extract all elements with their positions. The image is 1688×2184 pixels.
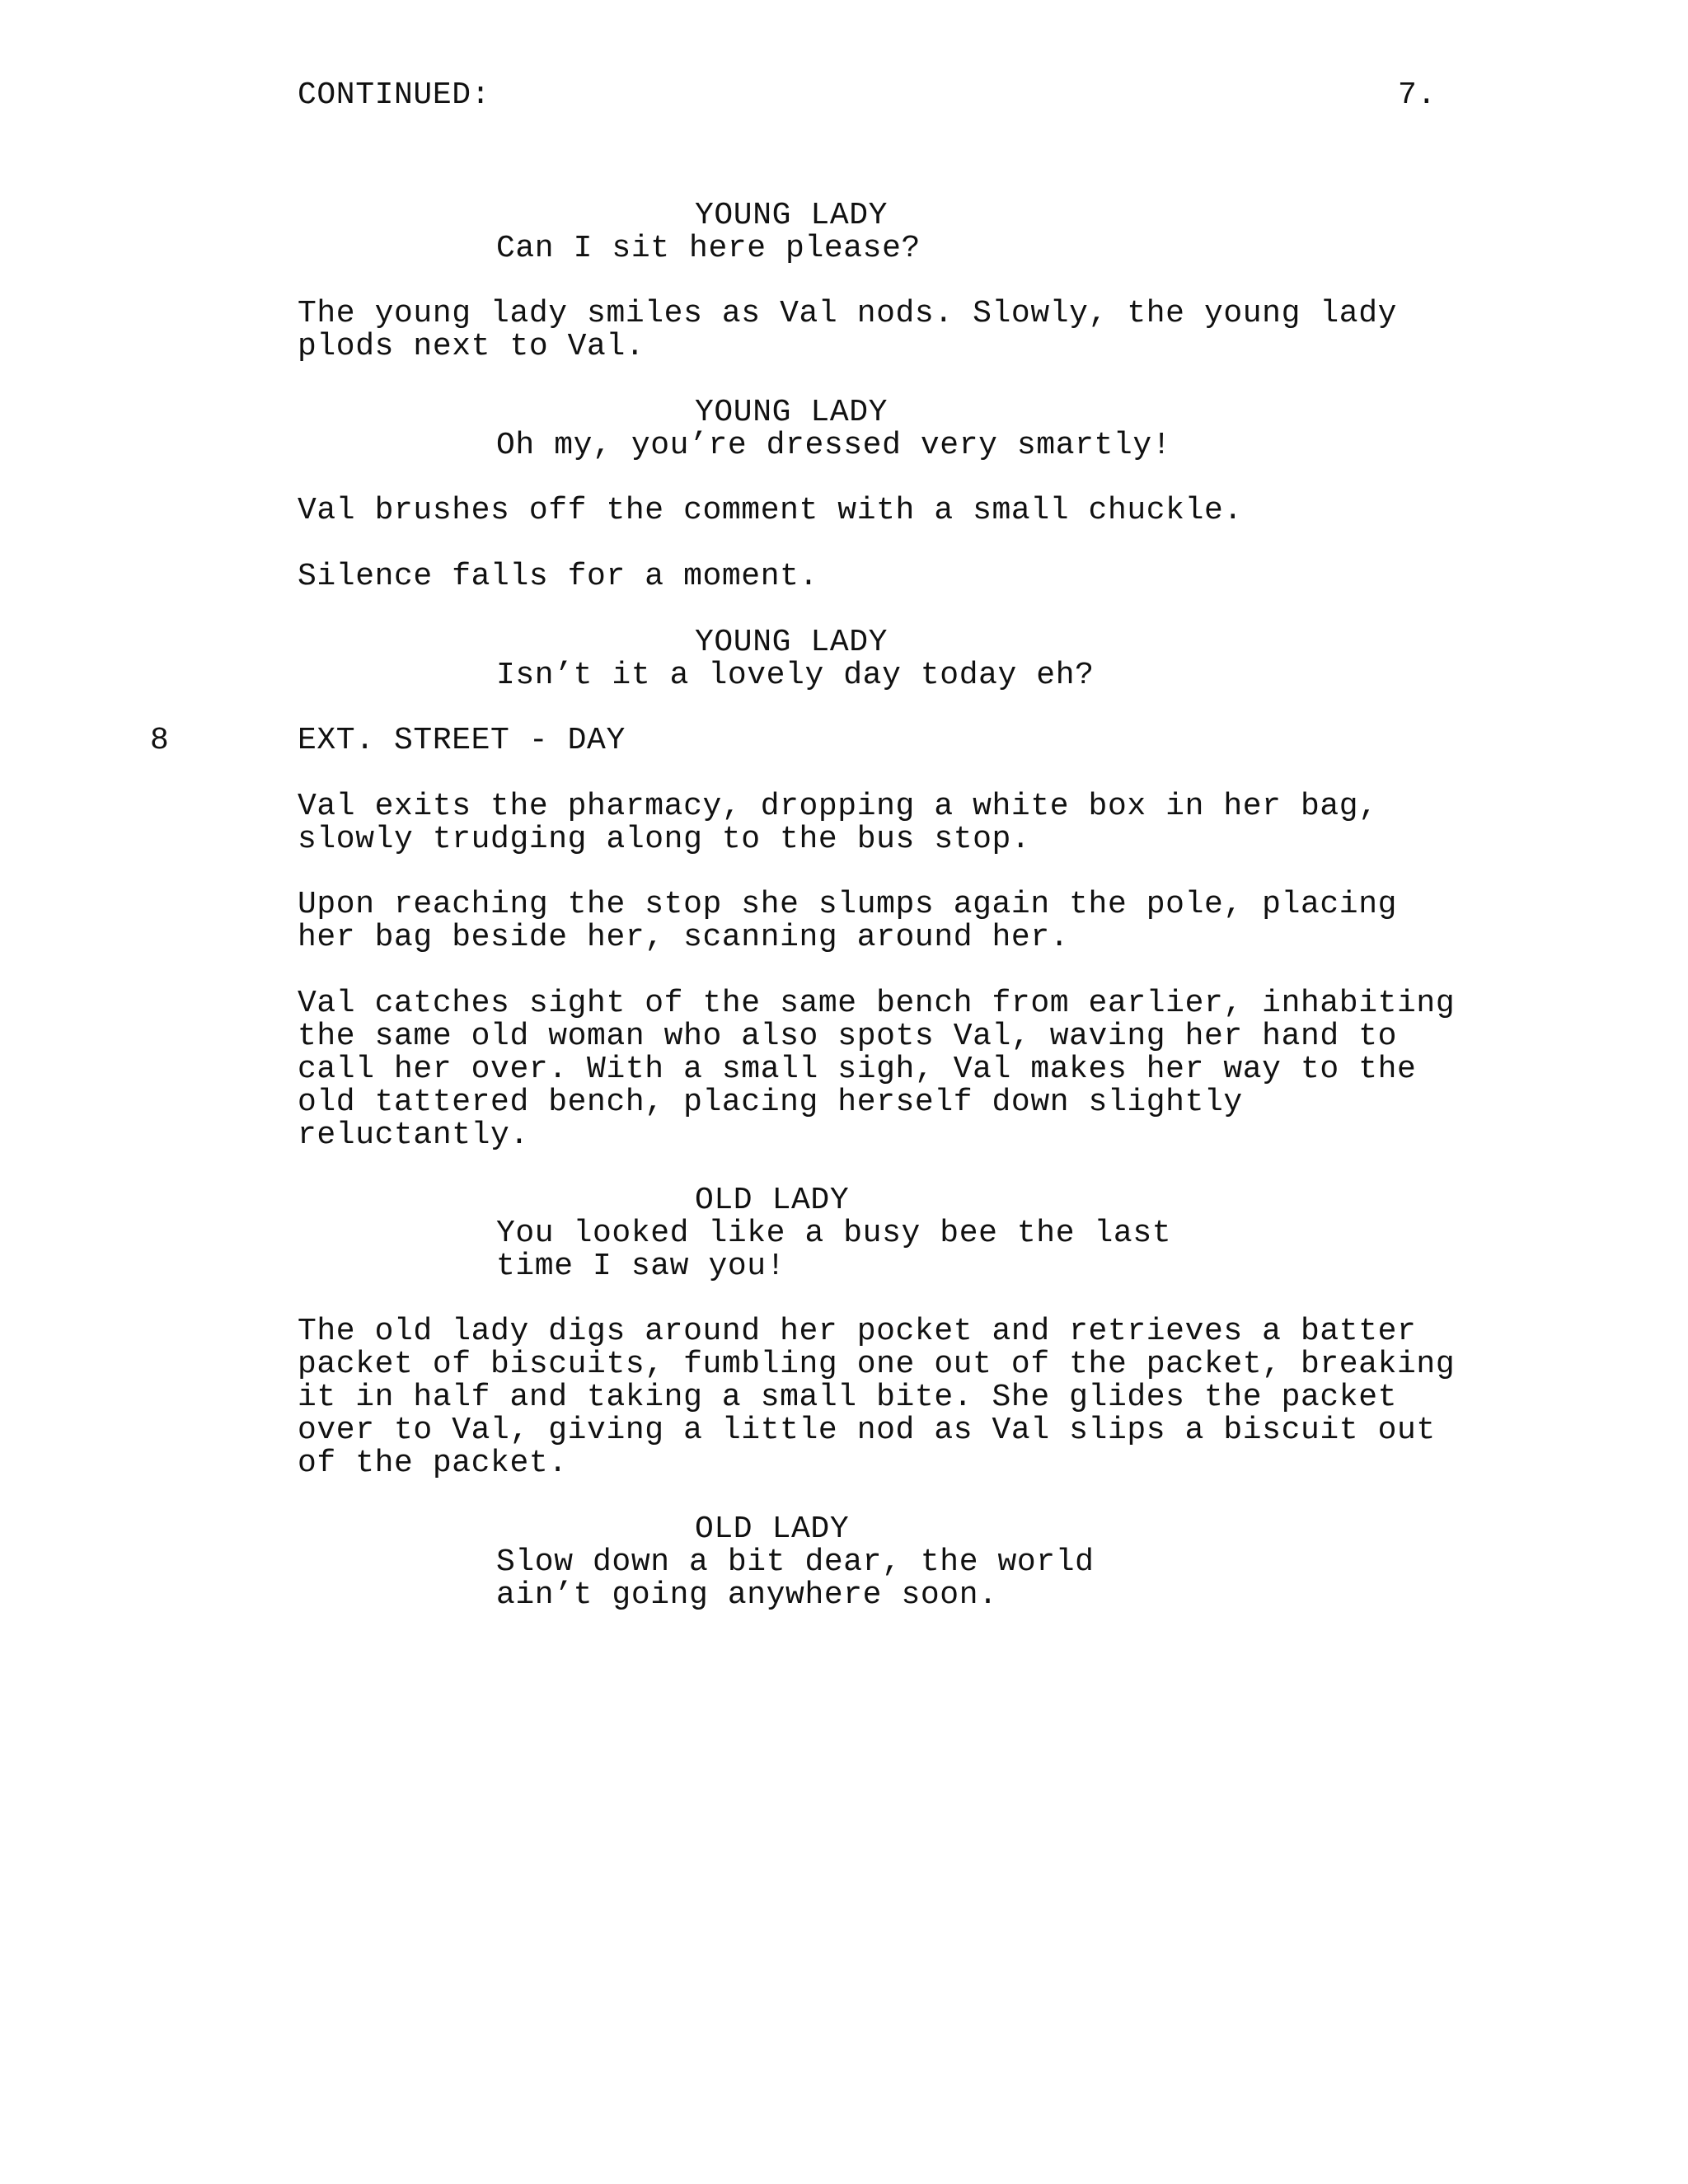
dialogue-line: Isn’t it a lovely day today eh? — [496, 658, 1095, 693]
action-line: plods next to Val. — [298, 329, 645, 364]
dialogue-line: time I saw you! — [496, 1249, 786, 1284]
action-line: The old lady digs around her pocket and retrieves a batter — [298, 1314, 1417, 1349]
action-line: Val catches sight of the same bench from earlier, inhabiting — [298, 986, 1456, 1021]
dialogue-line: You looked like a busy bee the last — [496, 1216, 1172, 1251]
character-name: YOUNG LADY — [695, 395, 889, 430]
character-name: OLD LADY — [695, 1511, 850, 1547]
scene-number: 8 — [150, 723, 170, 758]
action-line: of the packet. — [298, 1446, 568, 1481]
character-name: OLD LADY — [695, 1183, 850, 1218]
scene-heading: EXT. STREET - DAY — [298, 723, 626, 758]
dialogue-line: ain’t going anywhere soon. — [496, 1577, 998, 1613]
action-line: Val brushes off the comment with a small chuckle. — [298, 493, 1243, 528]
continued-header: CONTINUED: — [298, 77, 491, 113]
action-line: over to Val, giving a little nod as Val slips a biscuit out — [298, 1413, 1436, 1448]
action-line: packet of biscuits, fumbling one out of the packet, breaking — [298, 1347, 1456, 1382]
dialogue-line: Oh my, you’re dressed very smartly! — [496, 428, 1172, 463]
action-line: old tattered bench, placing herself down slightly — [298, 1085, 1243, 1120]
action-line: it in half and taking a small bite. She glides the packet — [298, 1380, 1398, 1415]
dialogue-line: Slow down a bit dear, the world — [496, 1544, 1095, 1580]
action-line: Silence falls for a moment. — [298, 559, 818, 594]
action-line: slowly trudging along to the bus stop. — [298, 822, 1031, 857]
page-number: 7. — [1398, 77, 1437, 113]
action-line: Val exits the pharmacy, dropping a white box in her bag, — [298, 789, 1378, 824]
action-line: reluctantly. — [298, 1118, 529, 1153]
character-name: YOUNG LADY — [695, 625, 889, 660]
action-line: call her over. With a small sigh, Val makes her way to the — [298, 1052, 1417, 1087]
action-line: The young lady smiles as Val nods. Slowly, the young lady — [298, 296, 1398, 331]
dialogue-line: Can I sit here please? — [496, 231, 921, 266]
action-line: her bag beside her, scanning around her. — [298, 920, 1070, 955]
character-name: YOUNG LADY — [695, 198, 889, 233]
action-line: the same old woman who also spots Val, waving her hand to — [298, 1019, 1398, 1054]
action-line: Upon reaching the stop she slumps again the pole, placing — [298, 887, 1398, 922]
